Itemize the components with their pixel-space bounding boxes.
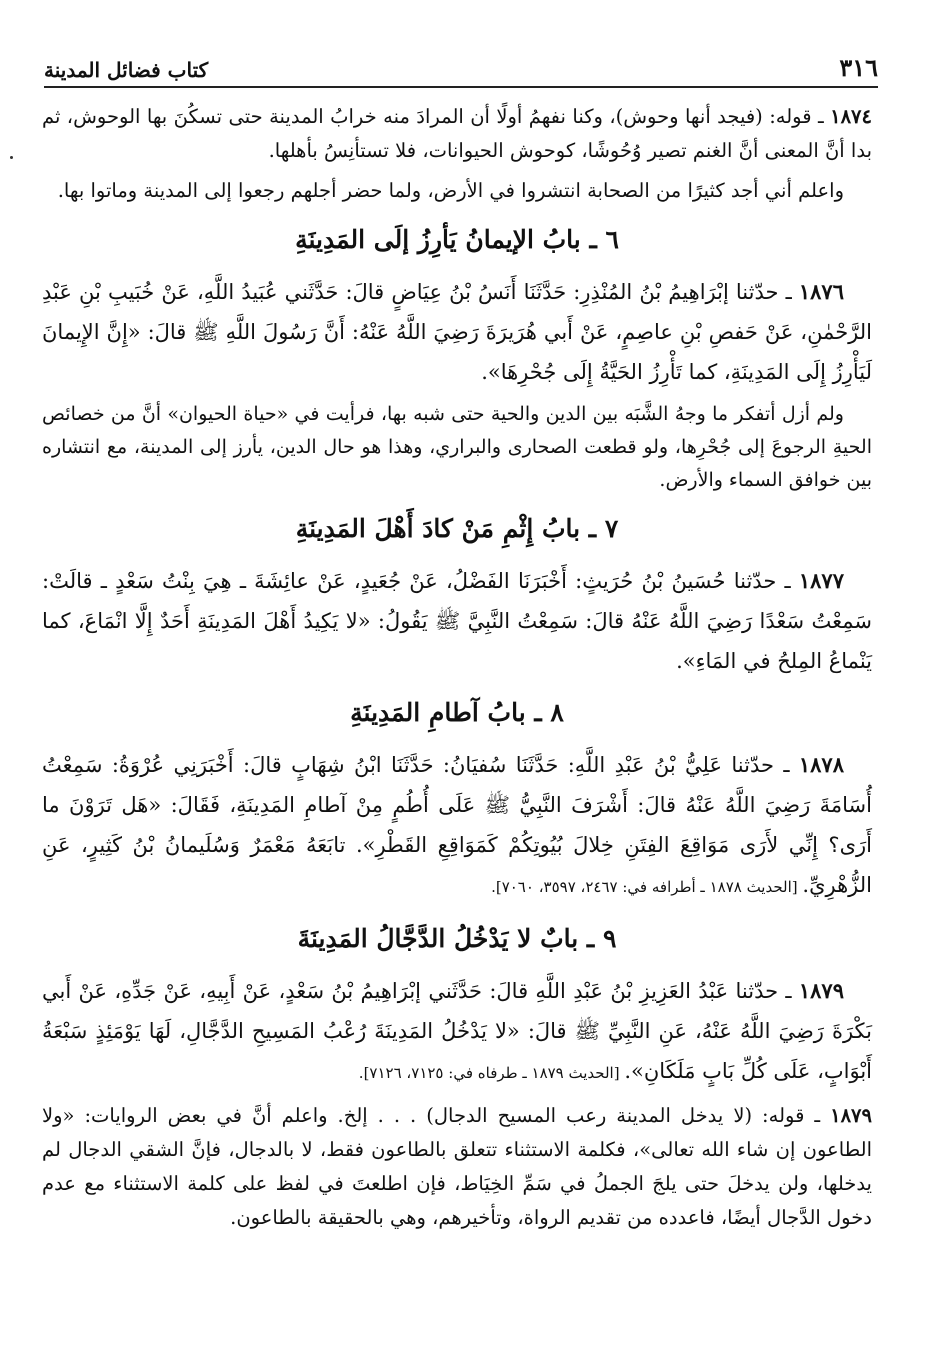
hadith-text: ـ حدّثنا إبْرَاهِيمُ بْنُ المُنْذِرِ: حَدَّثَنَا أَنَسُ بْنُ عِيَاضٍ قالَ: حَدَّثَني عُبَيدُ اللَّهِ، عَنْ خُبَيبِ بْنِ عَبْدِ الرَّحْمٰنِ، عَنْ حَفصِ بْنِ عاصِمٍ، عَنْ أَبي هُرَيرَةَ رَضِيَ اللَّهُ عَنْهُ: أَنَّ رَسُولَ اللَّهِ ﷺ قالَ: «إِنَّ الإِيمانَ لَيَأْرِزُ إِلَى المَدِينَةِ، كما تَأْرِزُ الحَيَّةُ إِلَى جُحْرِهَا». [42, 280, 872, 384]
hadith-number: ١٨٧٧ [798, 568, 844, 593]
hadith-paragraph [42, 561, 872, 681]
hadith-number: ١٨٧٦ [798, 279, 844, 304]
note-text: ـ قوله: (فيجد أنها وحوش)، وكنا نفهمُ أولًا أن المرادَ منه خرابُ المدينة حتى تسكُنَ بها الوحوش، ثم بدا أنَّ المعنى أنَّ الغنم تصير وُحُوشًا، كوحوش الحيوانات، فلا تستأنِسُ بأهلها. [42, 105, 872, 162]
note-paragraph [42, 100, 872, 168]
hadith-text: ـ حدّثنا عَبْدُ العَزِيزِ بْنُ عَبْدِ اللَّهِ قالَ: حَدَّثَني إبْرَاهِيمُ بْنُ سَعْدٍ، عَنْ أَبِيهِ، عَنْ جَدِّهِ، عَنْ أَبي بَكْرَةَ رَضِيَ اللَّهُ عَنْهُ، عَنِ النَّبِيِّ ﷺ قالَ: «لا يَدْخُلُ المَدِينَةَ رُعْبُ المَسِيحِ الدَّجَّالِ، لَهَا يَوْمَئِذٍ سَبْعَةُ أَبْوَابٍ، عَلَى كُلِّ بَابٍ مَلَكَانِ». [42, 979, 872, 1083]
note-number: ١٨٧٩ [830, 1104, 872, 1127]
chapter-heading: ٩ ـ بابٌ لا يَدْخُلُ الدَّجَّالُ المَدِينَةَ [297, 924, 617, 953]
hadith-number: ١٨٧٨ [798, 752, 844, 777]
chapter-heading: ٧ ـ بابُ إِثْمِ مَنْ كادَ أَهْلَ المَدِينَةِ [295, 514, 619, 543]
page-body [42, 100, 872, 1241]
book-title: كتاب فضائل المدينة [44, 58, 209, 82]
commentary-text: ولم أزل أتفكر ما وجهُ الشَّبَه بين الدين والحية حتى شبه بها، فرأيت في «حياة الحيوان» أنَّ من خصائص الحيةِ الرجوعَ إلى جُحْرِها، ولو قطعت الصحارى والبراري، وهذا هو حال الدين، يأرز إلى المدينة، مع انتشاره بين خوافق السماء والأرض. [42, 403, 872, 491]
hadith-paragraph [42, 272, 872, 392]
hadith-text: ـ حدّثنا عَلِيُّ بْنُ عَبْدِ اللَّهِ: حَدَّثَنَا سُفيَانُ: حَدَّثَنَا ابْنُ شِهَابٍ قالَ: أَخْبَرَنِي عُرْوَةُ: سَمِعْتُ أُسَامَةَ رَضِيَ اللَّهُ عَنْهُ قالَ: أَشْرَفَ النَّبِيُّ ﷺ عَلَى أُطُمٍ مِنْ آطامِ المَدِينَةِ، فَقَالَ: «هَل تَرَوْنَ ما أَرَى؟ إِنِّي لأَرَى مَوَاقِعَ الفِتَنِ خِلالَ بُيُوتِكُمْ كَمَوَاقِعِ القَطْرِ». تابَعَهُ مَعْمَرٌ وَسُلَيمانُ بْنُ كَثِيرٍ، عَنِ الزُّهْرِيِّ. [42, 753, 872, 897]
hadith-reference: [الحديث ١٨٧٨ ـ أطرافه في: ٢٤٦٧، ٣٥٩٧، ٧٠٦٠]. [491, 878, 803, 896]
margin-mark [10, 156, 13, 159]
note-number: ١٨٧٤ [830, 105, 872, 128]
note-text: واعلم أني أجد كثيرًا من الصحابة انتشروا في الأرض، ولما حضر أجلهم رجعوا إلى المدينة وماتوا بها. [57, 179, 844, 202]
chapter-heading: ٨ ـ بابُ آطامِ المَدِينَةِ [350, 698, 564, 727]
hadith-text: ـ حدّثنا حُسَينُ بْنُ حُرَيثٍ: أَخْبَرَنَا الفَضْلُ، عَنْ جُعَيدٍ، عَنْ عائِشَةَ ـ هِيَ بِنْتُ سَعْدٍ ـ قالَتْ: سَمِعْتُ سَعْدًا رَضِيَ اللَّهُ عَنْهُ قالَ: سَمِعْتُ النَّبِيَّ ﷺ يَقُولُ: «لا يَكِيدُ أَهْلَ المَدِينَةِ أَحَدٌ إِلَّا انْمَاعَ، كما يَنْماعُ المِلحُ في المَاءِ». [42, 569, 872, 673]
note-paragraph [42, 174, 872, 208]
hadith-number: ١٨٧٩ [798, 978, 844, 1003]
hadith-paragraph [42, 745, 872, 907]
chapter-heading: ٦ ـ بابُ الإيمانُ يَأرِزُ إلَى المَدِينَةِ [295, 225, 619, 254]
note-paragraph [42, 1099, 872, 1235]
page-number: ٣١٦ [839, 53, 878, 82]
hadith-paragraph [42, 971, 872, 1093]
commentary-paragraph [42, 398, 872, 497]
page-header [44, 52, 878, 88]
note-text: ـ قوله: (لا يدخل المدينة رعب المسيح الدجال) . . . إلخ. واعلم أنَّ في بعض الروايات: «ولا الطاعون إن شاء الله تعالى»، فكلمة الاستثناء تتعلق بالطاعون فقط، لا بالدجال، فإنَّ الشقي الدجال لم يدخلها، ولن يدخلَ حتى يلجَ الجملُ في سَمِّ الخِيَاط، فإن اطلعتَ في لفظ على كلمة الاستثناء مع عدم دخول الدَّجال أيضًا، فاعدده من تقديم الرواة، وتأخيرهم، وهي بالحقيقة بالطاعون. [42, 1104, 872, 1229]
hadith-reference: [الحديث ١٨٧٩ ـ طرفاه في: ٧١٢٥، ٧١٢٦]. [358, 1064, 625, 1082]
